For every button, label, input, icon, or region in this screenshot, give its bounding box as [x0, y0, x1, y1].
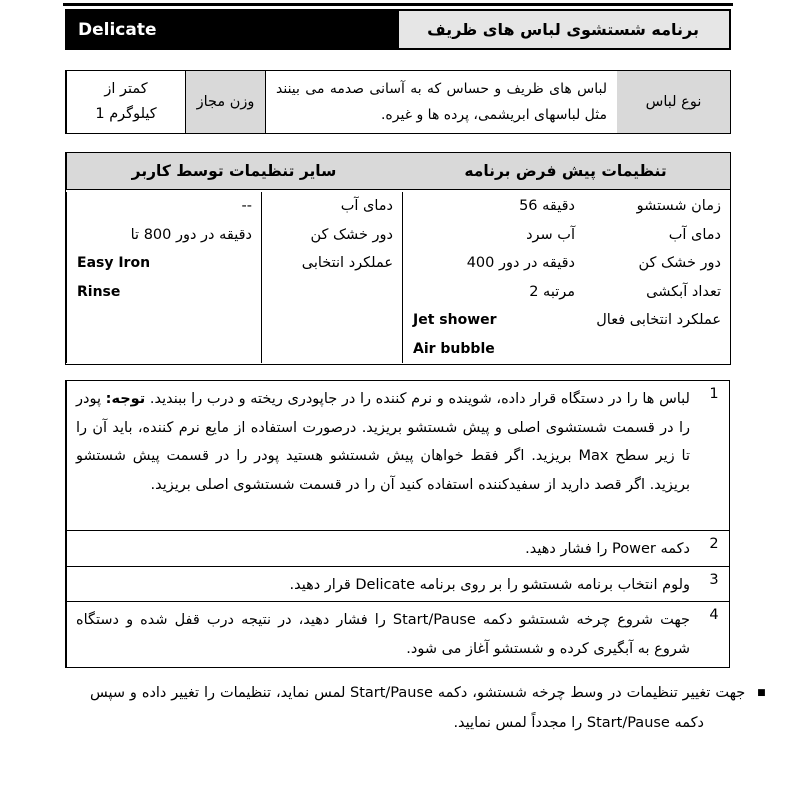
setting-value: Rinse: [77, 283, 121, 300]
garment-type-desc-text: لباس های ظریف و حساس که به آسانی صدمه می بینند مثل لباسهای ابریشمی، پرده ها و غیره.: [276, 81, 607, 123]
setting-label: دور خشک کن: [310, 226, 393, 243]
settings-header-row: [66, 153, 730, 190]
step-row-4: [66, 601, 729, 667]
step-number: 1: [709, 386, 719, 402]
setting-label-empty: [262, 278, 402, 307]
setting-label-empty: [262, 306, 402, 335]
setting-value: مرتبه 2: [529, 283, 575, 300]
setting-label: دمای آب: [668, 226, 721, 243]
step-number: 4: [709, 607, 719, 623]
step-text: ولوم انتخاب برنامه شستشو را بر روی برنامه Delicate قرار دهید.: [66, 567, 699, 601]
setting-value-empty: [67, 306, 261, 335]
setting-value: آب سرد: [526, 226, 575, 243]
setting-value: دقیقه در دور 800 تا: [130, 226, 252, 243]
settings-body: [66, 190, 730, 363]
setting-value: Easy Iron: [77, 255, 151, 271]
setting-value: Air bubble: [413, 340, 495, 357]
default-values-column: [402, 192, 584, 363]
note-label: توجه:: [105, 391, 146, 407]
user-labels-column: [261, 192, 402, 363]
setting-value-empty: [67, 335, 261, 364]
garment-table: [65, 70, 731, 134]
garment-weight-label: وزن مجاز: [185, 71, 265, 133]
note-text: پودر را در قسمت شستشوی اصلی و پیش شستشو بریزید. درصورت استفاده از مایع نرم کننده، باید آن را تا زیر سطح Max بریزید. اگر فقط خواهان پیش شستشو هستید پودر را در قسمت پیش شستشو بریزید. اگر قصد دارید از سفیدکننده استفاده کنید آن را در قسمت شستشوی اصلی بریزید.: [76, 391, 690, 493]
garment-type-label: نوع لباس: [617, 71, 730, 133]
footnote-text: جهت تغییر تنظیمات در وسط چرخه شستشو، دکمه Start/Pause لمس نماید، تنظیمات را تغییر داده و سپس دکمه Start/Pause را مجدداً لمس نمایید.: [90, 685, 746, 731]
setting-label: عملکرد انتخابی: [301, 255, 393, 271]
step-text: دکمه Power را فشار دهید.: [66, 531, 699, 566]
user-values-column: [66, 192, 261, 363]
setting-label: زمان شستشو: [636, 198, 721, 214]
setting-value: دقیقه در دور 400: [466, 255, 575, 271]
settings-user-header: سایر تنظیمات توسط کاربر: [66, 153, 401, 189]
garment-type-desc: [265, 71, 617, 133]
setting-value: Jet shower: [413, 312, 497, 328]
top-rule: [63, 3, 733, 6]
step-row-3: [66, 566, 729, 601]
setting-label-empty: [584, 335, 730, 364]
step-number: 3: [709, 572, 719, 588]
settings-table: [65, 152, 731, 365]
settings-default-header: تنظیمات پیش فرض برنامه: [401, 153, 730, 189]
program-title-en: Delicate: [65, 9, 399, 50]
step-text: جهت شروع چرخه شستشو دکمه Start/Pause را فشار دهید، در نتیجه درب قفل شده و دستگاه شروع به آبگیری کرده و شستشو آغاز می شود.: [66, 602, 699, 667]
setting-label-empty: [262, 335, 402, 364]
footnote: [90, 678, 766, 738]
setting-value: دقیقه 56: [519, 198, 575, 214]
step-number: 2: [709, 536, 719, 552]
program-title-fa: برنامه شستشوی لباس های ظریف: [399, 9, 731, 50]
title-bar: [65, 9, 731, 50]
step-row-1: [66, 381, 729, 530]
setting-value: --: [241, 198, 252, 214]
weight-line-2: کیلوگرم 1: [95, 106, 157, 122]
setting-label: عملکرد انتخابی فعال: [596, 312, 721, 328]
step-text: [66, 381, 699, 530]
step-row-2: [66, 530, 729, 566]
setting-label: دور خشک کن: [638, 255, 721, 271]
setting-label: تعداد آبکشی: [646, 283, 721, 300]
setting-label: دمای آب: [340, 198, 393, 214]
weight-line-1: کمتر از: [104, 81, 148, 97]
square-bullet-icon: ■: [757, 688, 766, 698]
default-labels-column: [584, 192, 730, 363]
step1-sentence: لباس ها را در دستگاه قرار داده، شوینده و نرم کننده را در جاپودری ریخته و درب را ببندید.: [149, 391, 690, 407]
garment-weight-value: [66, 71, 185, 133]
instructions-table: [65, 380, 730, 668]
